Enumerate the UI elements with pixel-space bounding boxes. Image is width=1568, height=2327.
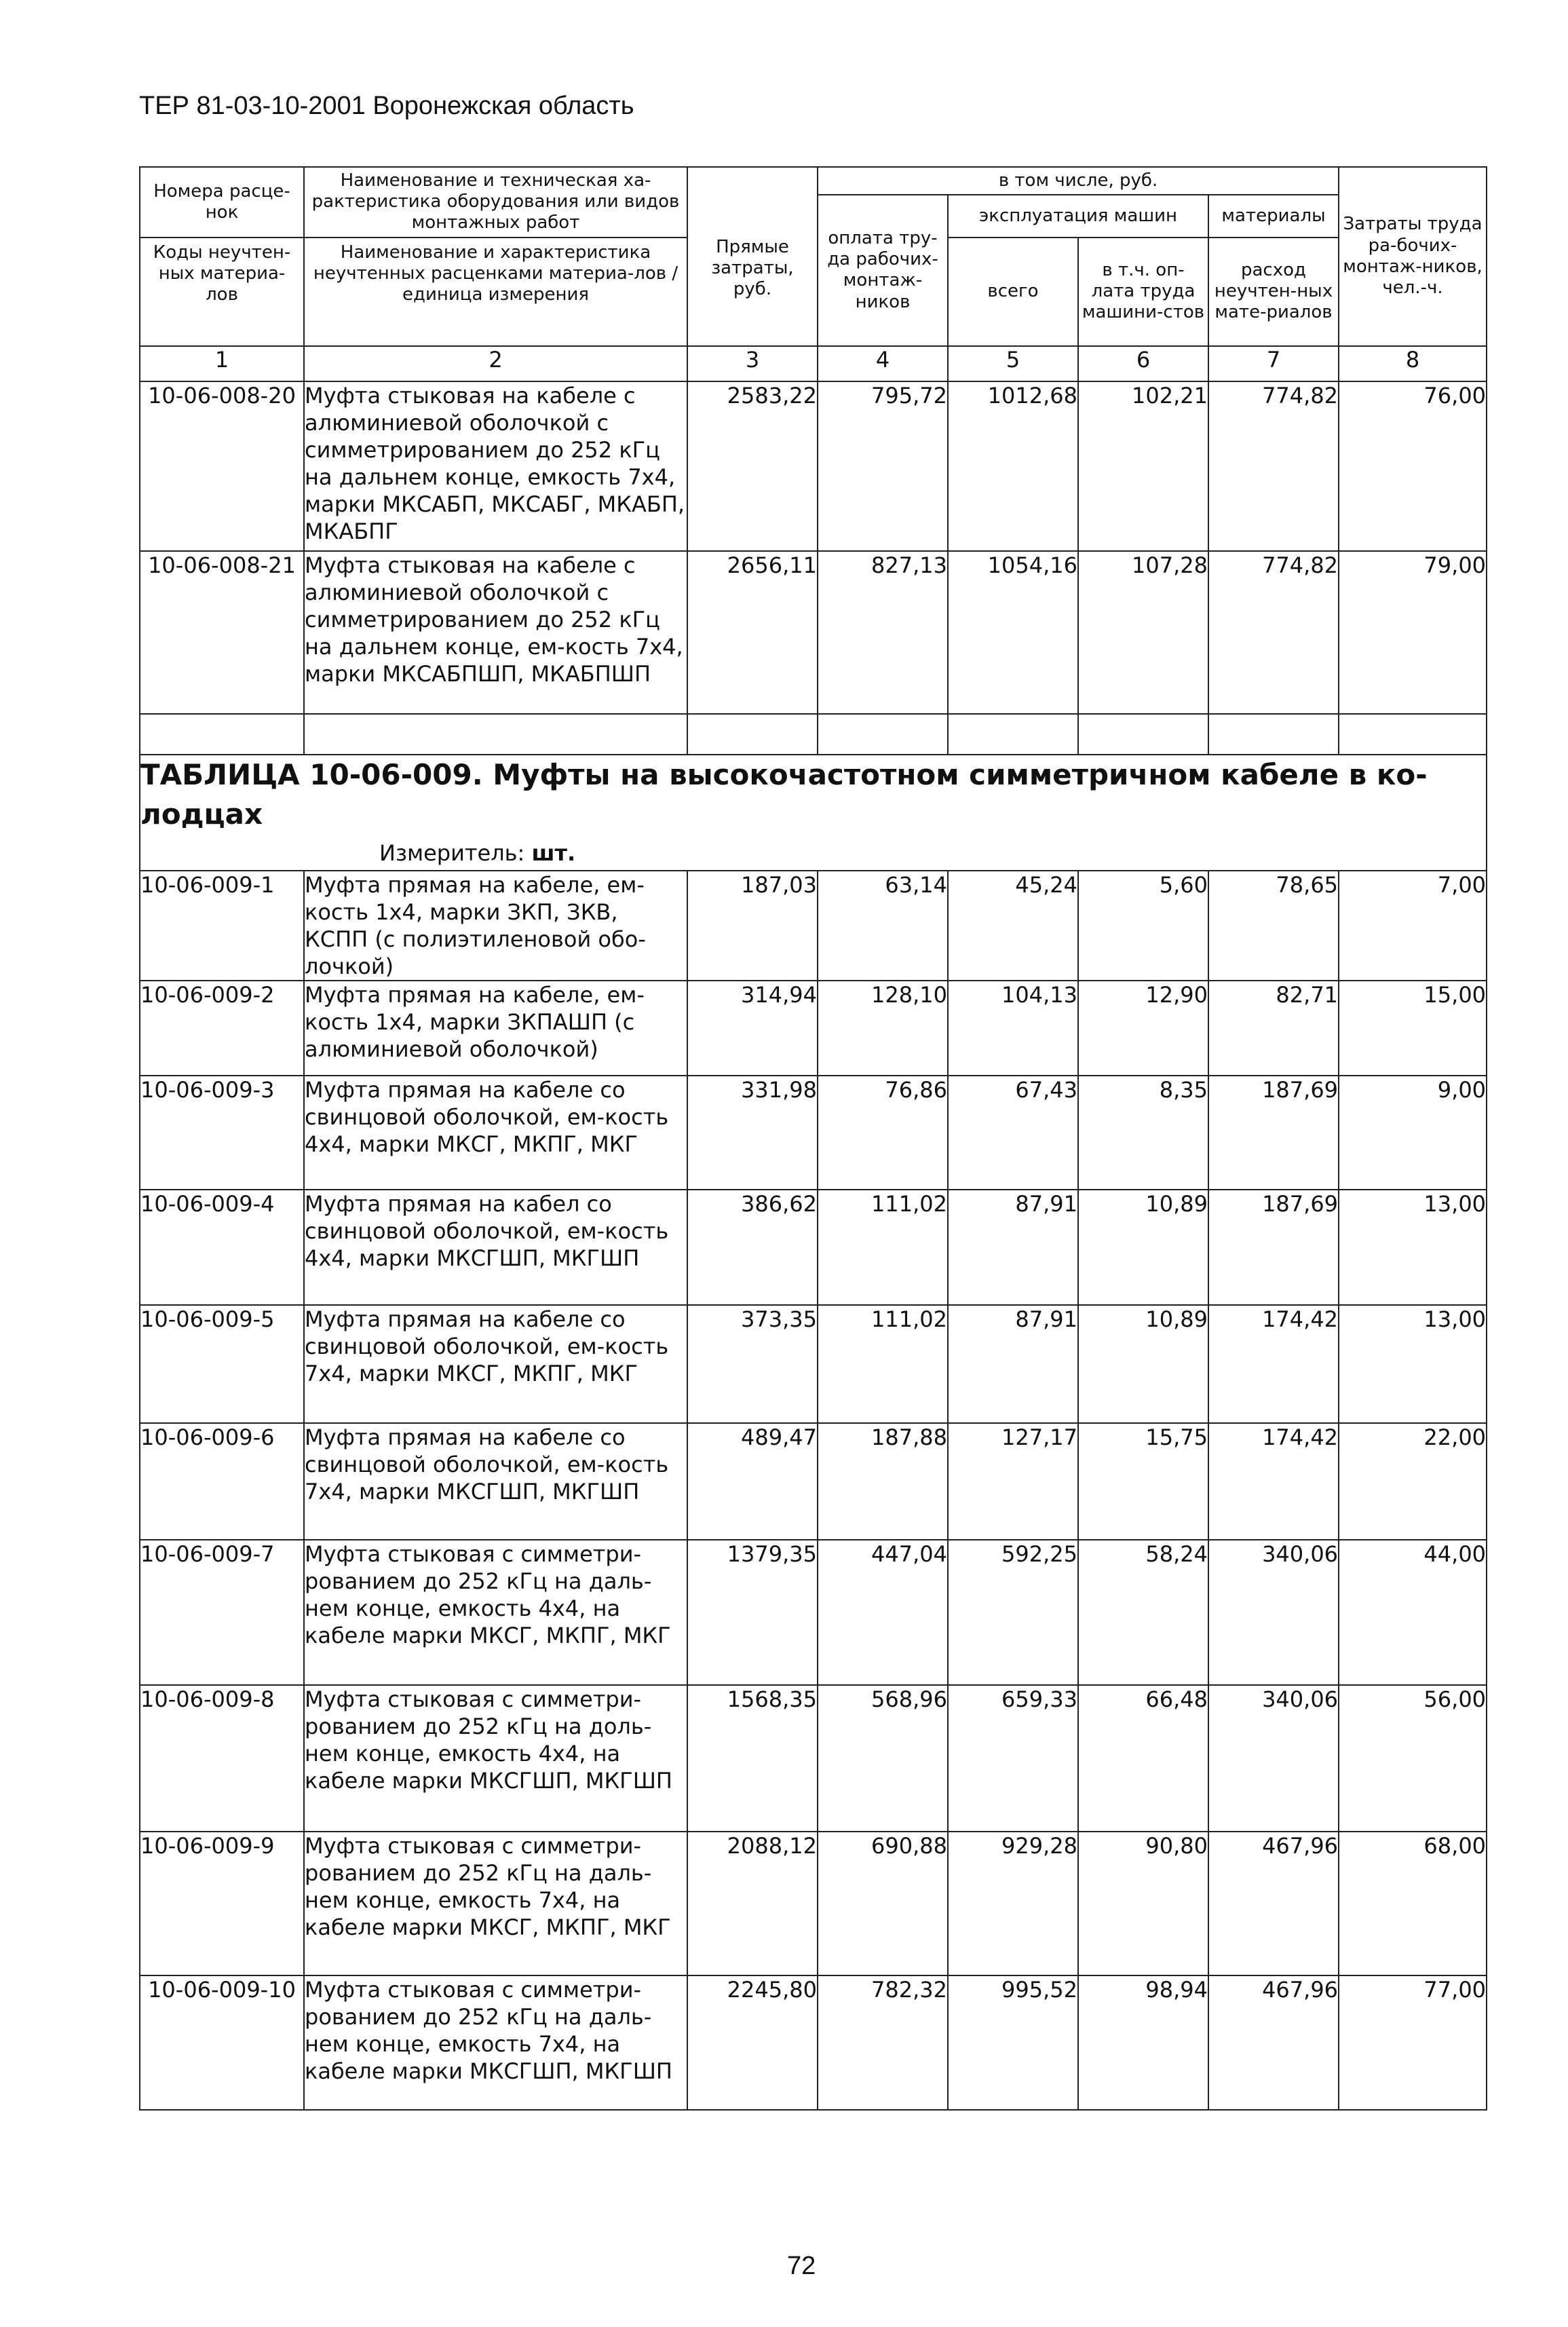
direct-costs-value: 1568,35 — [687, 1685, 818, 1832]
labor-pay-value: 111,02 — [818, 1305, 948, 1423]
machinists-pay-value: 10,89 — [1078, 1190, 1208, 1305]
direct-costs-value: 2245,80 — [687, 1975, 818, 2110]
table-row — [140, 1305, 1487, 1423]
rate-code: 10-06-009-6 — [140, 1423, 304, 1540]
table-row — [140, 381, 1487, 551]
table-row — [140, 1190, 1487, 1305]
column-number: 8 — [1339, 346, 1487, 381]
machinists-pay-value: 107,28 — [1078, 551, 1208, 714]
column-number: 4 — [818, 346, 948, 381]
table-row — [140, 1540, 1487, 1685]
machinists-pay-value: 10,89 — [1078, 1305, 1208, 1423]
direct-costs-value: 2088,12 — [687, 1832, 818, 1975]
column-number: 5 — [948, 346, 1078, 381]
blank-cell — [1208, 714, 1339, 755]
rate-description: Муфта прямая на кабеле со свинцовой оболочкой, ем-кость 7х4, марки МКСГ, МКПГ, МКГ — [304, 1305, 687, 1423]
page-number: 72 — [787, 2252, 816, 2280]
direct-costs-value: 489,47 — [687, 1423, 818, 1540]
rate-description: Муфта стыковая с симметри-рованием до 252 кГц на даль-нем конце, емкость 7х4, на кабеле марки МКСГ, МКПГ, МКГ — [304, 1832, 687, 1975]
machinists-pay-value: 12,90 — [1078, 981, 1208, 1076]
rate-description: Муфта стыковая на кабеле с алюминиевой оболочкой с симметрированием до 252 кГц на дальнем конце, емкость 7х4, марки МКСАБП, МКСАБГ, МКАБП, МКАБПГ — [304, 381, 687, 551]
rate-code: 10-06-009-3 — [140, 1076, 304, 1190]
rates-table — [139, 166, 1487, 2111]
header-machines-total: всего — [948, 238, 1078, 346]
labor-hours-value: 7,00 — [1339, 871, 1487, 981]
labor-pay-value: 76,86 — [818, 1076, 948, 1190]
materials-value: 174,42 — [1208, 1423, 1339, 1540]
labor-pay-value: 128,10 — [818, 981, 948, 1076]
direct-costs-value: 314,94 — [687, 981, 818, 1076]
header-labor-pay: оплата тру-да рабочих-монтаж-ников — [818, 195, 948, 345]
header-direct-costs: Прямые затраты, руб. — [687, 167, 818, 346]
rate-description: Муфта прямая на кабеле, ем-кость 1х4, марки ЗКПАШП (с алюминиевой оболочкой) — [304, 981, 687, 1076]
table-row — [140, 1975, 1487, 2110]
table-row — [140, 1685, 1487, 1832]
machinists-pay-value: 8,35 — [1078, 1076, 1208, 1190]
rate-code: 10-06-009-5 — [140, 1305, 304, 1423]
machinists-pay-value: 66,48 — [1078, 1685, 1208, 1832]
blank-cell — [304, 714, 687, 755]
rate-description: Муфта прямая на кабеле со свинцовой оболочкой, ем-кость 7х4, марки МКСГШП, МКГШП — [304, 1423, 687, 1540]
labor-pay-value: 827,13 — [818, 551, 948, 714]
section-title: ТАБЛИЦА 10-06-009. Муфты на высокочастотном симметричном кабеле в ко-лодцах — [140, 757, 1428, 831]
section-row — [140, 755, 1487, 871]
labor-pay-value: 568,96 — [818, 1685, 948, 1832]
machines-total-value: 592,25 — [948, 1540, 1078, 1685]
labor-hours-value: 56,00 — [1339, 1685, 1487, 1832]
machines-total-value: 87,91 — [948, 1190, 1078, 1305]
materials-value: 774,82 — [1208, 381, 1339, 551]
materials-value: 340,06 — [1208, 1540, 1339, 1685]
labor-hours-value: 68,00 — [1339, 1832, 1487, 1975]
materials-value: 78,65 — [1208, 871, 1339, 981]
rate-description: Муфта стыковая с симметри-рованием до 252 кГц на даль-нем конце, емкость 7х4, на кабеле марки МКСГШП, МКГШП — [304, 1975, 687, 2110]
materials-value: 82,71 — [1208, 981, 1339, 1076]
labor-hours-value: 15,00 — [1339, 981, 1487, 1076]
rate-description: Муфта стыковая с симметри-рованием до 252 кГц на доль-нем конце, емкость 4х4, на кабеле марки МКСГШП, МКГШП — [304, 1685, 687, 1832]
machinists-pay-value: 102,21 — [1078, 381, 1208, 551]
machinists-pay-value: 5,60 — [1078, 871, 1208, 981]
labor-pay-value: 795,72 — [818, 381, 948, 551]
machines-total-value: 87,91 — [948, 1305, 1078, 1423]
column-number: 1 — [140, 346, 304, 381]
header-col2-bottom: Наименование и характеристика неучтенных расценками материа-лов / единица измерения — [304, 238, 687, 346]
header-unaccounted-materials: расход неучтен-ных мате-риалов — [1208, 238, 1339, 346]
labor-hours-value: 13,00 — [1339, 1305, 1487, 1423]
labor-hours-value: 76,00 — [1339, 381, 1487, 551]
materials-value: 340,06 — [1208, 1685, 1339, 1832]
labor-pay-value: 690,88 — [818, 1832, 948, 1975]
labor-pay-value: 187,88 — [818, 1423, 948, 1540]
direct-costs-value: 2583,22 — [687, 381, 818, 551]
rate-description: Муфта прямая на кабеле, ем-кость 1х4, марки ЗКП, ЗКВ, КСПП (с полиэтиленовой обо-лочкой) — [304, 871, 687, 981]
blank-cell — [687, 714, 818, 755]
measure-unit: шт. — [531, 840, 576, 867]
header-col1-bottom: Коды неучтен-ных материа-лов — [140, 238, 304, 346]
blank-cell — [948, 714, 1078, 755]
materials-value: 187,69 — [1208, 1076, 1339, 1190]
machines-total-value: 45,24 — [948, 871, 1078, 981]
header-materials: материалы — [1208, 195, 1339, 237]
labor-pay-value: 782,32 — [818, 1975, 948, 2110]
rate-code: 10-06-009-8 — [140, 1685, 304, 1832]
blank-cell — [140, 714, 304, 755]
column-number: 3 — [687, 346, 818, 381]
table-row — [140, 981, 1487, 1076]
machines-total-value: 659,33 — [948, 1685, 1078, 1832]
rate-code: 10-06-009-7 — [140, 1540, 304, 1685]
labor-pay-value: 111,02 — [818, 1190, 948, 1305]
materials-value: 774,82 — [1208, 551, 1339, 714]
header-col2-top: Наименование и техническая ха-рактеристика оборудования или видов монтажных работ — [304, 167, 687, 238]
labor-pay-value: 63,14 — [818, 871, 948, 981]
rate-description: Муфта прямая на кабел со свинцовой оболочкой, ем-кость 4х4, марки МКСГШП, МКГШП — [304, 1190, 687, 1305]
materials-value: 187,69 — [1208, 1190, 1339, 1305]
table-row — [140, 1423, 1487, 1540]
header-machinists-pay: в т.ч. оп-лата труда машини-стов — [1078, 238, 1208, 346]
header-machines: эксплуатация машин — [948, 195, 1208, 237]
rate-description: Муфта стыковая на кабеле с алюминиевой оболочкой с симметрированием до 252 кГц на дальнем конце, ем-кость 7х4, марки МКСАБПШП, МКАБПШП — [304, 551, 687, 714]
rate-code: 10-06-009-1 — [140, 871, 304, 981]
labor-hours-value: 44,00 — [1339, 1540, 1487, 1685]
blank-cell — [1339, 714, 1487, 755]
materials-value: 467,96 — [1208, 1975, 1339, 2110]
direct-costs-value: 373,35 — [687, 1305, 818, 1423]
materials-value: 174,42 — [1208, 1305, 1339, 1423]
labor-hours-value: 13,00 — [1339, 1190, 1487, 1305]
rate-code: 10-06-009-9 — [140, 1832, 304, 1975]
column-number: 7 — [1208, 346, 1339, 381]
blank-cell — [1078, 714, 1208, 755]
machines-total-value: 67,43 — [948, 1076, 1078, 1190]
materials-value: 467,96 — [1208, 1832, 1339, 1975]
table-row — [140, 551, 1487, 714]
direct-costs-value: 1379,35 — [687, 1540, 818, 1685]
blank-cell — [818, 714, 948, 755]
measure-label: Измеритель: — [379, 840, 525, 867]
labor-hours-value: 9,00 — [1339, 1076, 1487, 1190]
machinists-pay-value: 15,75 — [1078, 1423, 1208, 1540]
machinists-pay-value: 90,80 — [1078, 1832, 1208, 1975]
column-number: 6 — [1078, 346, 1208, 381]
column-number: 2 — [304, 346, 687, 381]
table-row — [140, 1832, 1487, 1975]
table-row — [140, 871, 1487, 981]
machines-total-value: 995,52 — [948, 1975, 1078, 2110]
measure-line — [140, 840, 1486, 870]
machines-total-value: 1054,16 — [948, 551, 1078, 714]
machines-total-value: 1012,68 — [948, 381, 1078, 551]
rates-table-body — [140, 167, 1487, 2110]
page-header: ТЕР 81-03-10-2001 Воронежская область — [139, 92, 634, 120]
machines-total-value: 929,28 — [948, 1832, 1078, 1975]
machinists-pay-value: 58,24 — [1078, 1540, 1208, 1685]
rate-code: 10-06-009-10 — [140, 1975, 304, 2110]
labor-hours-value: 77,00 — [1339, 1975, 1487, 2110]
machines-total-value: 127,17 — [948, 1423, 1078, 1540]
labor-hours-value: 79,00 — [1339, 551, 1487, 714]
direct-costs-value: 331,98 — [687, 1076, 818, 1190]
rate-description: Муфта прямая на кабеле со свинцовой оболочкой, ем-кость 4х4, марки МКСГ, МКПГ, МКГ — [304, 1076, 687, 1190]
direct-costs-value: 386,62 — [687, 1190, 818, 1305]
labor-pay-value: 447,04 — [818, 1540, 948, 1685]
machines-total-value: 104,13 — [948, 981, 1078, 1076]
table-row — [140, 1076, 1487, 1190]
labor-hours-value: 22,00 — [1339, 1423, 1487, 1540]
column-numbers-row — [140, 346, 1487, 381]
section-cell — [140, 755, 1487, 871]
header-col1-top: Номера расце-нок — [140, 167, 304, 238]
rate-code: 10-06-009-2 — [140, 981, 304, 1076]
rate-code: 10-06-009-4 — [140, 1190, 304, 1305]
rate-code: 10-06-008-20 — [140, 381, 304, 551]
rate-description: Муфта стыковая с симметри-рованием до 252 кГц на даль-нем конце, емкость 4х4, на кабеле марки МКСГ, МКПГ, МКГ — [304, 1540, 687, 1685]
header-labor-hours: Затраты труда ра-бочих-монтаж-ников, чел.-ч. — [1339, 167, 1487, 346]
direct-costs-value: 187,03 — [687, 871, 818, 981]
rate-code: 10-06-008-21 — [140, 551, 304, 714]
machinists-pay-value: 98,94 — [1078, 1975, 1208, 2110]
blank-row — [140, 714, 1487, 755]
direct-costs-value: 2656,11 — [687, 551, 818, 714]
header-incl: в том числе, руб. — [818, 167, 1339, 195]
